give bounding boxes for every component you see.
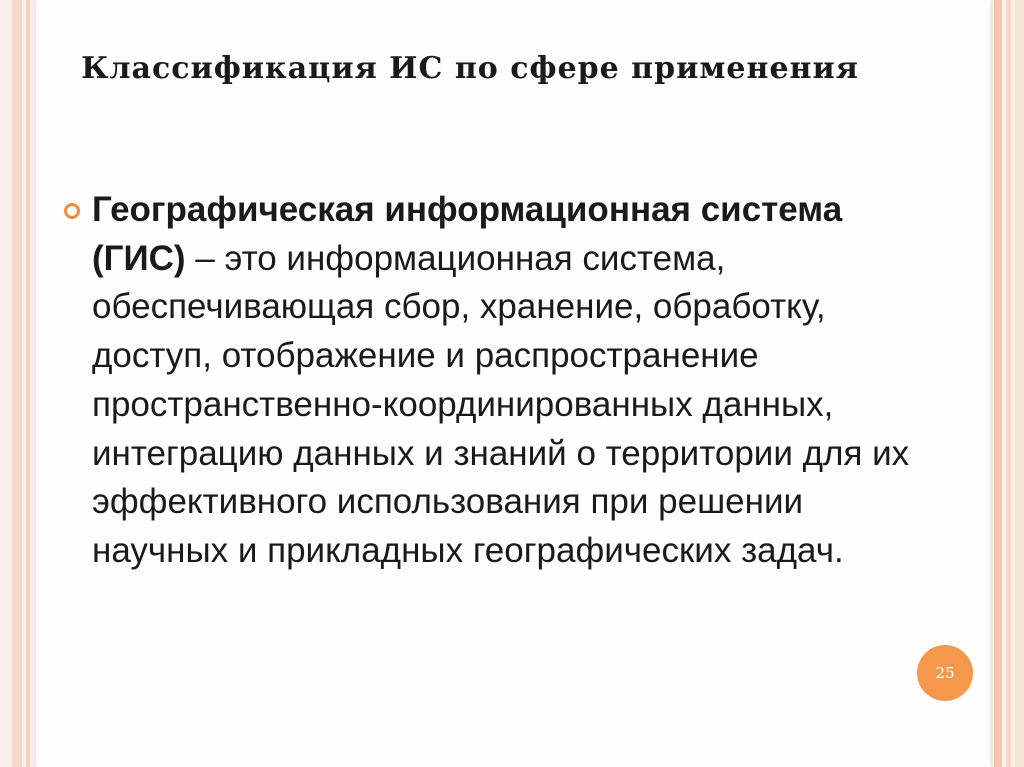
bullet-text [92,186,922,576]
right-border-stripe-middle [1006,0,1011,767]
left-border-stripe [12,0,22,767]
right-border-stripe [994,0,1002,767]
slide-title: Классификация ИС по сфере применения [81,51,859,86]
circle-bullet-icon [64,203,80,219]
left-border-stripe-inner [26,0,30,767]
definition-text: – это информационная система, обеспечивающая сбор, хранение, обработку, доступ, отображение и распространение пространственно-координированных данных, интеграцию данных и знаний о территории для их эффективного использования при решении научных и прикладных географических задач. [92,238,910,570]
definition-term: Географическая информационная система (ГИС) [92,190,843,278]
page-number-badge: 25 [917,645,973,701]
right-border-stripe-outer [1015,0,1024,767]
